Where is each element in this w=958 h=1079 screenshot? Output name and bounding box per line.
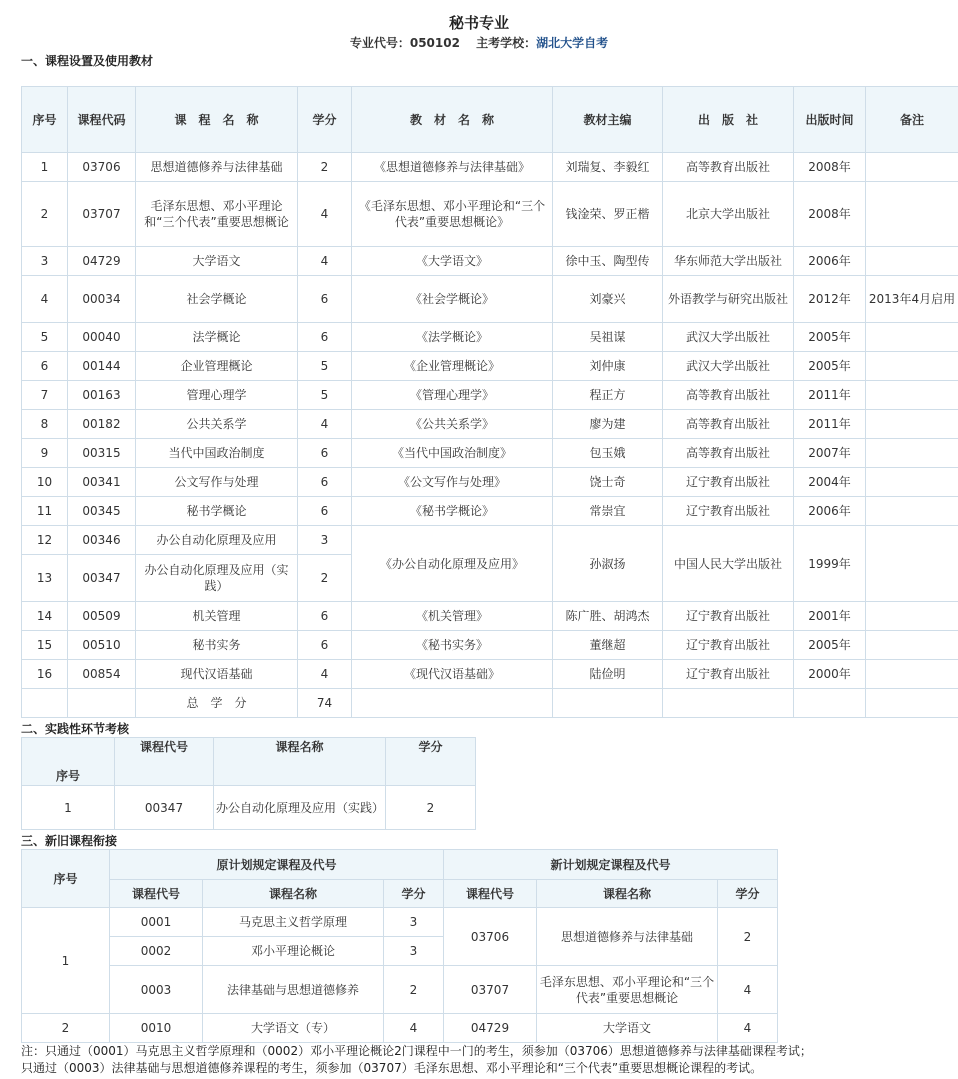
- cell-year: 1999年: [794, 526, 866, 602]
- header-new-plan: 新计划规定课程及代号: [444, 850, 778, 880]
- cell-code: 04729: [68, 247, 136, 276]
- total-row: [22, 689, 958, 718]
- cell-old-code: 0010: [110, 1014, 203, 1043]
- cell-credit: 6: [298, 602, 352, 631]
- table-row: [22, 631, 958, 660]
- cell-old-credit: 2: [384, 966, 444, 1014]
- cell-no: 8: [22, 410, 68, 439]
- cell-editor: 廖为建: [553, 410, 663, 439]
- header-new-code: 课程代号: [444, 880, 537, 908]
- cell-code: 00034: [68, 276, 136, 323]
- cell-credit: 2: [386, 786, 476, 830]
- cell-no: 10: [22, 468, 68, 497]
- section1-title: 一、课程设置及使用教材: [21, 54, 154, 68]
- header-course-name: 课程名称: [214, 738, 386, 786]
- cell-old-name: 大学语文（专）: [203, 1014, 384, 1043]
- cell-book: 《现代汉语基础》: [352, 660, 553, 689]
- cell-book: 《秘书实务》: [352, 631, 553, 660]
- cell-course-name: 机关管理: [136, 602, 298, 631]
- cell-new-name: 思想道德修养与法律基础: [537, 908, 718, 966]
- cell-book: 《机关管理》: [352, 602, 553, 631]
- header-code: 课程代号: [115, 738, 214, 786]
- cell-credit: 3: [298, 526, 352, 555]
- cell-code: 00510: [68, 631, 136, 660]
- cell-year: 2008年: [794, 153, 866, 182]
- cell-no: 11: [22, 497, 68, 526]
- cell-year: 2006年: [794, 247, 866, 276]
- cell-book: 《办公自动化原理及应用》: [352, 526, 553, 602]
- cell-course-name: 公共关系学: [136, 410, 298, 439]
- practice-table: [21, 737, 476, 830]
- table-row: [22, 786, 476, 830]
- total-label: 总 学 分: [136, 689, 298, 718]
- cell-remark: [866, 468, 958, 497]
- cell-old-name: 马克思主义哲学原理: [203, 908, 384, 937]
- section3-title: 三、新旧课程衔接: [21, 834, 118, 848]
- table-row: [22, 381, 958, 410]
- cell-book: 《思想道德修养与法律基础》: [352, 153, 553, 182]
- table-row: [22, 182, 958, 247]
- footnote-line-2: 只通过（0003）法律基础与思想道德修养课程的考生，须参加（03707）毛泽东思想、邓小平理论和“三个代表”重要思想概论课程的考试。: [21, 1061, 763, 1075]
- header-credit: 学分: [386, 738, 476, 786]
- cell-code: 00347: [115, 786, 214, 830]
- cell-press: 高等教育出版社: [663, 410, 794, 439]
- cell-book: 《毛泽东思想、邓小平理论和“三个代表”重要思想概论》: [352, 182, 553, 247]
- cell-editor: 刘瑞复、李毅红: [553, 153, 663, 182]
- cell-new-code: 03707: [444, 966, 537, 1014]
- cell-new-name: 大学语文: [537, 1014, 718, 1043]
- cell-course-name: 毛泽东思想、邓小平理论和“三个代表”重要思想概论: [136, 182, 298, 247]
- table-row: [22, 352, 958, 381]
- cell-course-name: 办公自动化原理及应用（实践）: [214, 786, 386, 830]
- cell-year: 2006年: [794, 497, 866, 526]
- table-row: [22, 526, 958, 555]
- header-book: 教 材 名 称: [352, 87, 553, 153]
- cell-code: 00345: [68, 497, 136, 526]
- cell-press: 北京大学出版社: [663, 182, 794, 247]
- cell-old-credit: 3: [384, 937, 444, 966]
- cell-course-name: 现代汉语基础: [136, 660, 298, 689]
- cell-remark: [866, 631, 958, 660]
- course-table: [21, 86, 958, 718]
- cell-press: 高等教育出版社: [663, 153, 794, 182]
- cell-no: 1: [22, 153, 68, 182]
- cell-year: 2011年: [794, 381, 866, 410]
- cell-remark: [866, 439, 958, 468]
- cell-remark: [866, 602, 958, 631]
- cell-code: 00163: [68, 381, 136, 410]
- header-year: 出版时间: [794, 87, 866, 153]
- mapping-header-row: [22, 850, 778, 880]
- table-row: [22, 247, 958, 276]
- header-press: 出 版 社: [663, 87, 794, 153]
- cell-press: 辽宁教育出版社: [663, 497, 794, 526]
- cell-book: 《公共关系学》: [352, 410, 553, 439]
- cell-no: 6: [22, 352, 68, 381]
- footnote: [21, 1043, 812, 1077]
- cell-no: 1: [22, 786, 115, 830]
- cell-credit: 2: [298, 555, 352, 602]
- cell-remark: [866, 247, 958, 276]
- cell-course-name: 办公自动化原理及应用: [136, 526, 298, 555]
- cell-code: 00854: [68, 660, 136, 689]
- cell-new-name: 毛泽东思想、邓小平理论和“三个代表”重要思想概论: [537, 966, 718, 1014]
- cell-remark: [866, 153, 958, 182]
- cell-old-code: 0002: [110, 937, 203, 966]
- cell-remark: [866, 182, 958, 247]
- table-row: [22, 468, 958, 497]
- header-old-plan: 原计划规定课程及代号: [110, 850, 444, 880]
- cell-press: 辽宁教育出版社: [663, 660, 794, 689]
- cell-remark: [866, 381, 958, 410]
- table-row: [22, 439, 958, 468]
- cell-year: 2005年: [794, 323, 866, 352]
- cell-old-credit: 4: [384, 1014, 444, 1043]
- course-table-header: [22, 87, 958, 153]
- header-old-credit: 学分: [384, 880, 444, 908]
- cell-old-name: 法律基础与思想道德修养: [203, 966, 384, 1014]
- cell-credit: 6: [298, 439, 352, 468]
- header-no: 序号: [22, 738, 115, 786]
- cell-course-name: 企业管理概论: [136, 352, 298, 381]
- cell-course-name: 秘书实务: [136, 631, 298, 660]
- cell-credit: 6: [298, 468, 352, 497]
- cell-code: 03706: [68, 153, 136, 182]
- cell-empty: [553, 689, 663, 718]
- cell-no: 2: [22, 182, 68, 247]
- cell-new-credit: 2: [718, 908, 778, 966]
- cell-course-name: 办公自动化原理及应用（实践）: [136, 555, 298, 602]
- cell-credit: 4: [298, 410, 352, 439]
- cell-course-name: 当代中国政治制度: [136, 439, 298, 468]
- cell-old-credit: 3: [384, 908, 444, 937]
- header-no: 序号: [22, 850, 110, 908]
- cell-credit: 5: [298, 381, 352, 410]
- cell-year: 2007年: [794, 439, 866, 468]
- cell-remark: 2013年4月启用: [866, 276, 958, 323]
- table-row: [22, 497, 958, 526]
- header-course-name: 课 程 名 称: [136, 87, 298, 153]
- school-label: 主考学校：: [476, 36, 537, 50]
- cell-new-code: 03706: [444, 908, 537, 966]
- cell-book: 《法学概论》: [352, 323, 553, 352]
- header-code: 课程代码: [68, 87, 136, 153]
- header-new-credit: 学分: [718, 880, 778, 908]
- cell-editor: 孙淑扬: [553, 526, 663, 602]
- cell-book: 《公文写作与处理》: [352, 468, 553, 497]
- cell-no: 7: [22, 381, 68, 410]
- cell-code: 03707: [68, 182, 136, 247]
- cell-no: 13: [22, 555, 68, 602]
- cell-year: 2005年: [794, 352, 866, 381]
- cell-press: 辽宁教育出版社: [663, 631, 794, 660]
- cell-remark: [866, 526, 958, 602]
- cell-press: 高等教育出版社: [663, 439, 794, 468]
- cell-editor: 吴祖谋: [553, 323, 663, 352]
- practice-table-header: [22, 738, 476, 786]
- cell-course-name: 秘书学概论: [136, 497, 298, 526]
- header-remark: 备注: [866, 87, 958, 153]
- table-row: [22, 966, 778, 1014]
- cell-no: 15: [22, 631, 68, 660]
- cell-course-name: 法学概论: [136, 323, 298, 352]
- cell-remark: [866, 352, 958, 381]
- header-new-name: 课程名称: [537, 880, 718, 908]
- cell-credit: 4: [298, 247, 352, 276]
- cell-book: 《企业管理概论》: [352, 352, 553, 381]
- course-mapping-table: [21, 849, 778, 1043]
- cell-code: 00346: [68, 526, 136, 555]
- cell-year: 2008年: [794, 182, 866, 247]
- school-link[interactable]: 湖北大学自考: [536, 36, 609, 50]
- cell-book: 《秘书学概论》: [352, 497, 553, 526]
- cell-empty: [866, 689, 958, 718]
- cell-press: 辽宁教育出版社: [663, 602, 794, 631]
- cell-empty: [352, 689, 553, 718]
- total-credit: 74: [298, 689, 352, 718]
- cell-press: 外语教学与研究出版社: [663, 276, 794, 323]
- cell-credit: 4: [298, 182, 352, 247]
- table-row: [22, 908, 778, 937]
- cell-credit: 5: [298, 352, 352, 381]
- cell-credit: 2: [298, 153, 352, 182]
- cell-code: 00341: [68, 468, 136, 497]
- cell-course-name: 社会学概论: [136, 276, 298, 323]
- cell-old-code: 0003: [110, 966, 203, 1014]
- cell-editor: 刘仲康: [553, 352, 663, 381]
- cell-course-name: 思想道德修养与法律基础: [136, 153, 298, 182]
- table-row: [22, 602, 958, 631]
- table-row: [22, 276, 958, 323]
- cell-no: 2: [22, 1014, 110, 1043]
- table-row: [22, 323, 958, 352]
- cell-press: 辽宁教育出版社: [663, 468, 794, 497]
- cell-remark: [866, 323, 958, 352]
- major-code: 050102: [409, 36, 460, 50]
- cell-year: 2005年: [794, 631, 866, 660]
- header-old-name: 课程名称: [203, 880, 384, 908]
- cell-no: 16: [22, 660, 68, 689]
- header-credit: 学分: [298, 87, 352, 153]
- cell-empty: [663, 689, 794, 718]
- cell-year: 2000年: [794, 660, 866, 689]
- cell-no: 9: [22, 439, 68, 468]
- cell-editor: 陆俭明: [553, 660, 663, 689]
- table-row: [22, 410, 958, 439]
- cell-remark: [866, 410, 958, 439]
- cell-editor: 包玉娥: [553, 439, 663, 468]
- cell-no: 4: [22, 276, 68, 323]
- section2-title: 二、实践性环节考核: [21, 722, 130, 736]
- cell-editor: 徐中玉、陶型传: [553, 247, 663, 276]
- cell-book: 《大学语文》: [352, 247, 553, 276]
- footnote-line-1: 注：只通过（0001）马克思主义哲学原理和（0002）邓小平理论概论2门课程中一门的考生，须参加（03706）思想道德修养与法律基础课程考试；: [21, 1044, 812, 1058]
- cell-book: 《社会学概论》: [352, 276, 553, 323]
- cell-editor: 陈广胜、胡鸿杰: [553, 602, 663, 631]
- cell-old-name: 邓小平理论概论: [203, 937, 384, 966]
- table-row: [22, 153, 958, 182]
- cell-code: 00144: [68, 352, 136, 381]
- cell-press: 中国人民大学出版社: [663, 526, 794, 602]
- table-row: [22, 1014, 778, 1043]
- cell-empty: [794, 689, 866, 718]
- cell-code: 00509: [68, 602, 136, 631]
- cell-year: 2001年: [794, 602, 866, 631]
- cell-no: 3: [22, 247, 68, 276]
- header-editor: 教材主编: [553, 87, 663, 153]
- cell-no: 12: [22, 526, 68, 555]
- cell-editor: 程正方: [553, 381, 663, 410]
- cell-remark: [866, 660, 958, 689]
- cell-editor: 董继超: [553, 631, 663, 660]
- page-subtitle: [0, 34, 958, 51]
- cell-new-credit: 4: [718, 966, 778, 1014]
- cell-remark: [866, 497, 958, 526]
- cell-course-name: 管理心理学: [136, 381, 298, 410]
- cell-course-name: 公文写作与处理: [136, 468, 298, 497]
- cell-editor: 饶士奇: [553, 468, 663, 497]
- mapping-subheader-row: [22, 880, 778, 908]
- cell-press: 武汉大学出版社: [663, 352, 794, 381]
- cell-code: 00040: [68, 323, 136, 352]
- cell-press: 高等教育出版社: [663, 381, 794, 410]
- cell-year: 2012年: [794, 276, 866, 323]
- header-no: 序号: [22, 87, 68, 153]
- cell-press: 武汉大学出版社: [663, 323, 794, 352]
- cell-empty: [22, 689, 68, 718]
- cell-code: 00182: [68, 410, 136, 439]
- cell-credit: 6: [298, 497, 352, 526]
- cell-editor: 常崇宜: [553, 497, 663, 526]
- cell-no: 14: [22, 602, 68, 631]
- cell-course-name: 大学语文: [136, 247, 298, 276]
- cell-new-code: 04729: [444, 1014, 537, 1043]
- cell-year: 2004年: [794, 468, 866, 497]
- cell-empty: [68, 689, 136, 718]
- cell-editor: 刘豪兴: [553, 276, 663, 323]
- cell-editor: 钱淦荣、罗正楷: [553, 182, 663, 247]
- header-old-code: 课程代号: [110, 880, 203, 908]
- cell-book: 《当代中国政治制度》: [352, 439, 553, 468]
- cell-code: 00315: [68, 439, 136, 468]
- cell-code: 00347: [68, 555, 136, 602]
- page-title: 秘书专业: [448, 14, 509, 32]
- cell-new-credit: 4: [718, 1014, 778, 1043]
- cell-press: 华东师范大学出版社: [663, 247, 794, 276]
- cell-credit: 6: [298, 631, 352, 660]
- cell-no: 1: [22, 908, 110, 1014]
- cell-credit: 6: [298, 276, 352, 323]
- table-row: [22, 660, 958, 689]
- cell-credit: 4: [298, 660, 352, 689]
- cell-credit: 6: [298, 323, 352, 352]
- cell-no: 5: [22, 323, 68, 352]
- cell-year: 2011年: [794, 410, 866, 439]
- cell-book: 《管理心理学》: [352, 381, 553, 410]
- cell-old-code: 0001: [110, 908, 203, 937]
- major-code-label: 专业代号：: [349, 36, 410, 50]
